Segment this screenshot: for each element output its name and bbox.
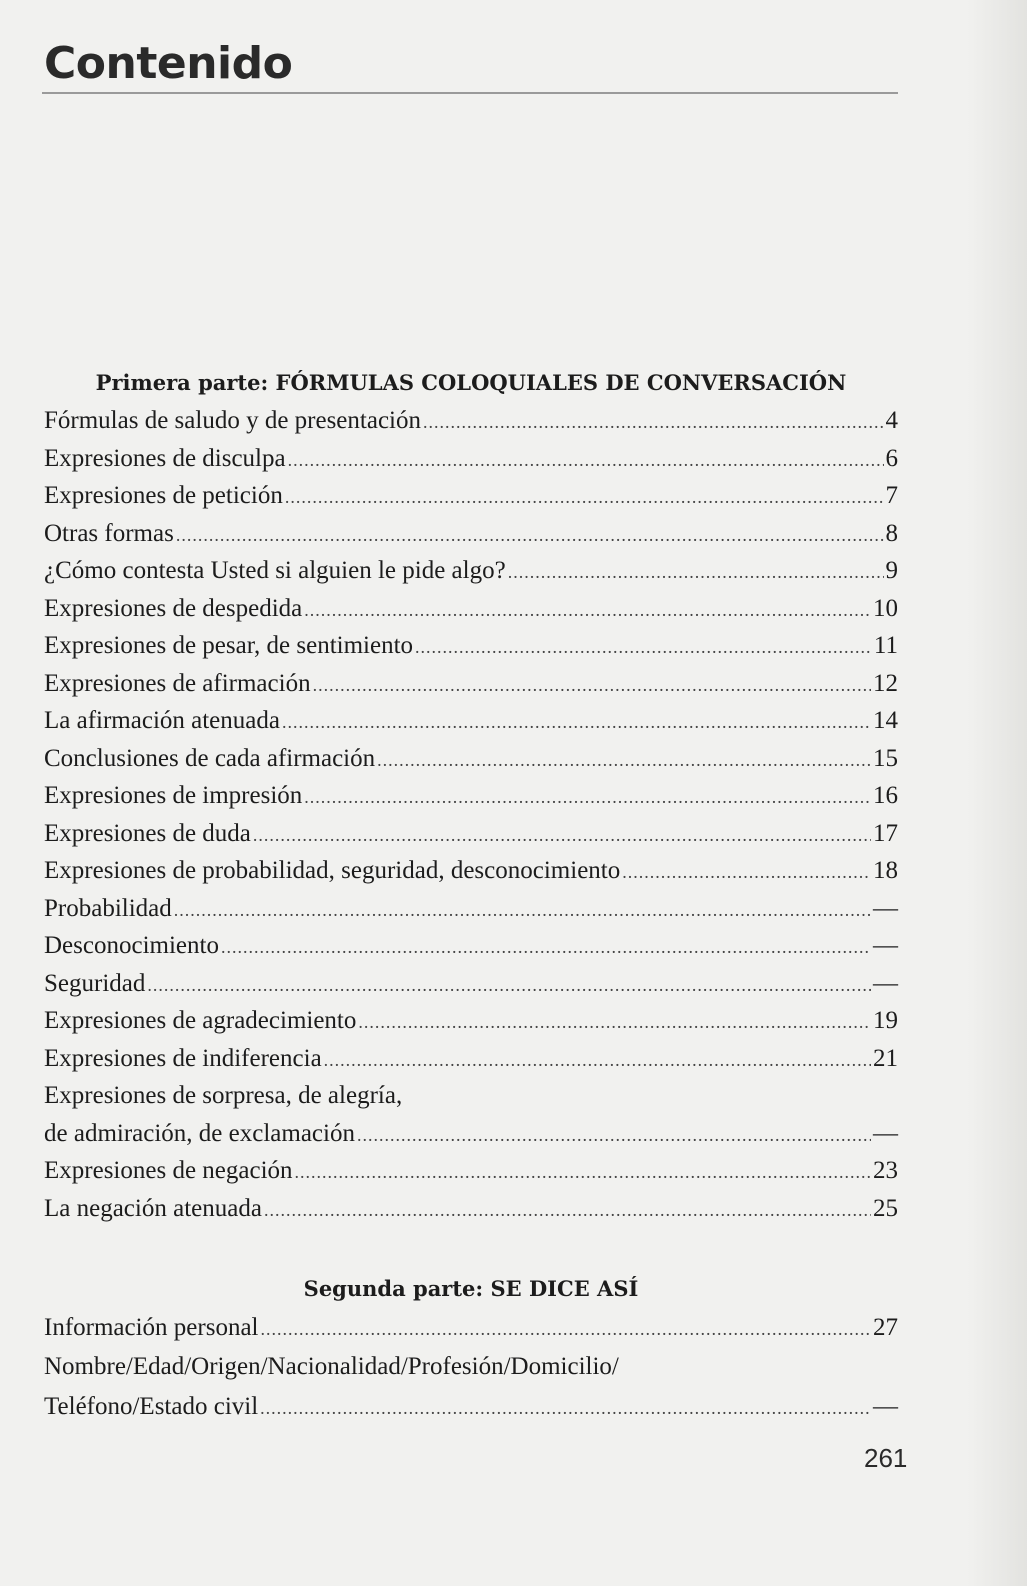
toc-entry [44,632,898,664]
toc-entry [44,895,898,927]
toc-entry-continued: Nombre/Edad/Origen/Nacionalidad/Profesión/Domicilio/ [44,1353,619,1380]
toc-entry-page: 4 [885,407,898,434]
toc-entry-label: Fórmulas de saludo y de presentación [44,407,421,434]
toc-entry-page: 8 [885,520,898,547]
dot-leader [304,600,871,621]
toc-entry-label: Expresiones de impresión [44,782,303,809]
dot-leader [622,862,871,883]
toc-entry [44,595,898,627]
toc-entry [44,1314,898,1346]
toc-entry-label: Expresiones de disculpa [44,445,286,472]
toc-entry-page: 18 [873,857,898,884]
toc-entry-label: Expresiones de pesar, de sentimiento [44,632,414,659]
toc-entry-label: Desconocimiento [44,932,219,959]
toc-entry-label: Expresiones de duda [44,820,251,847]
toc-entry-continued: Expresiones de sorpresa, de alegría, [44,1082,403,1109]
toc-entry [44,482,898,514]
page-edge-shadow [967,0,1027,1586]
toc-entry [44,857,898,889]
toc-entry-label: ¿Cómo contesta Usted si alguien le pide algo? [44,557,506,584]
toc-entry-label: Probabilidad [44,895,172,922]
toc-entry-page: 19 [873,1007,898,1034]
dot-leader [295,1162,871,1183]
toc-entry-page: — [873,932,898,959]
dot-leader [260,1398,871,1419]
toc-entry-page: — [873,1393,898,1420]
toc-entry-label: Expresiones de probabilidad, seguridad, desconocimiento [44,857,621,884]
toc-entry-page: 15 [873,745,898,772]
toc-entry-label: Expresiones de negación [44,1157,293,1184]
toc-entry-page: 25 [873,1195,898,1222]
toc-entry-page: 23 [873,1157,898,1184]
dot-leader [176,525,884,546]
toc-entry [44,1045,898,1077]
toc-entry-page: 27 [873,1314,898,1341]
title-rule [42,92,898,94]
dot-leader [147,975,871,996]
toc-entry-page: 10 [873,595,898,622]
section-heading-segunda-parte: Segunda parte: SE DICE ASÍ [303,1276,639,1301]
dot-leader [313,675,871,696]
dot-leader [261,1319,871,1340]
dot-leader [282,712,871,733]
toc-entry [44,707,898,739]
toc-entry-page: — [873,970,898,997]
toc-entry [44,670,898,702]
toc-entry-label: Expresiones de afirmación [44,670,311,697]
toc-entry-page: 17 [873,820,898,847]
toc-entry-page: 12 [873,670,898,697]
dot-leader [324,1050,871,1071]
toc-entry-label: Expresiones de despedida [44,595,303,622]
toc-entry-page: — [873,895,898,922]
toc-entry-label: La afirmación atenuada [44,707,280,734]
toc-entry [44,1120,898,1152]
dot-leader [253,825,871,846]
toc-entry-page: 7 [885,482,898,509]
dot-leader [508,562,884,583]
toc-entry-label: Otras formas [44,520,174,547]
page-number: 261 [864,1443,908,1473]
toc-entry-page: 9 [885,557,898,584]
toc-entry-label: de admiración, de exclamación [44,1120,355,1147]
toc-entry-label: La negación atenuada [44,1195,262,1222]
dot-leader [415,637,872,658]
toc-entry-page: 16 [873,782,898,809]
page-title: Contenido [44,38,293,89]
toc-entry-label: Conclusiones de cada afirmación [44,745,376,772]
toc-entry [44,407,898,439]
toc-entry-label: Seguridad [44,970,146,997]
dot-leader [358,1012,871,1033]
toc-entry [44,1007,898,1039]
toc-entry [44,970,898,1002]
dot-leader [285,487,884,508]
toc-entry-page: 14 [873,707,898,734]
dot-leader [304,787,871,808]
toc-entry [44,1157,898,1189]
toc-entry-label: Información personal [44,1314,259,1341]
toc-entry-label: Teléfono/Estado civil [44,1393,259,1420]
dot-leader [174,900,871,921]
dot-leader [288,450,884,471]
toc-entry-label: Expresiones de agradecimiento [44,1007,357,1034]
toc-entry-page: 11 [873,632,898,659]
toc-entry [44,745,898,777]
toc-entry-page: — [873,1120,898,1147]
toc-entry [44,782,898,814]
toc-entry [44,1393,898,1425]
toc-entry [44,932,898,964]
dot-leader [221,937,871,958]
toc-entry-label: Expresiones de indiferencia [44,1045,322,1072]
toc-entry [44,445,898,477]
dot-leader [357,1125,871,1146]
dot-leader [377,750,871,771]
toc-entry [44,557,898,589]
toc-entry [44,1195,898,1227]
toc-entry [44,520,898,552]
dot-leader [264,1200,871,1221]
toc-entry [44,820,898,852]
section-heading-primera-parte: Primera parte: FÓRMULAS COLOQUIALES DE CONVERSACIÓN [95,370,847,395]
dot-leader [423,412,884,433]
toc-entry-page: 6 [885,445,898,472]
toc-entry-page: 21 [873,1045,898,1072]
toc-entry-label: Expresiones de petición [44,482,283,509]
